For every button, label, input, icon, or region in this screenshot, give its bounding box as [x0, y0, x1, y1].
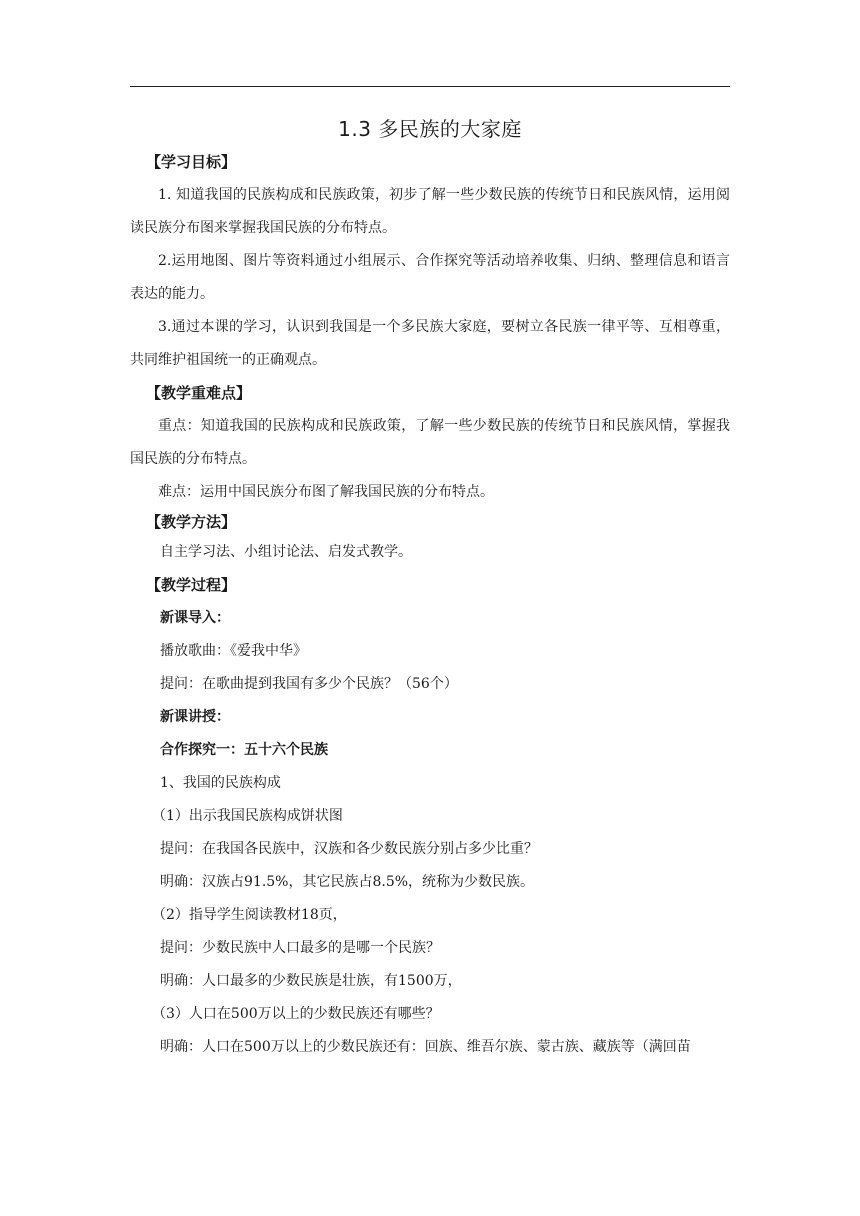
- difficulty: 难点：运用中国民族分布图了解我国民族的分布特点。: [158, 484, 494, 500]
- process-heading: 【教学过程】: [146, 576, 237, 594]
- question-2: 提问：少数民族中人口最多的是哪一个民族？: [160, 940, 440, 956]
- header-rule: [130, 86, 730, 87]
- key-point: 重点：知道我国的民族构成和民族政策，了解一些少数民族的传统节日和民族风情，掌握我国民族的分布特点。: [130, 418, 730, 467]
- keypoints-heading: 【教学重难点】: [146, 384, 252, 402]
- document-body: [130, 112, 730, 1064]
- intro-question: 提问：在歌曲提到我国有多少个民族？（56个）: [160, 676, 458, 692]
- page-title: 1.3 多民族的大家庭: [338, 117, 522, 141]
- methods-text: 自主学习法、小组讨论法、启发式教学。: [160, 544, 412, 560]
- answer-3: 明确：人口在500万以上的少数民族还有：回族、维吾尔族、蒙古族、藏族等（满回苗: [160, 1039, 691, 1055]
- inquiry-1: 合作探究一：五十六个民族: [160, 742, 328, 758]
- question-1: 提问：在我国各民族中，汉族和各少数民族分别占多少比重？: [160, 841, 538, 857]
- intro-song: 播放歌曲：《爱我中华》: [160, 643, 307, 659]
- goal-3: 3.通过本课的学习，认识到我国是一个多民族大家庭，要树立各民族一律平等、互相尊重，共同维护祖国统一的正确观点。: [130, 319, 730, 368]
- answer-2: 明确：人口最多的少数民族是壮族，有1500万，: [160, 973, 462, 989]
- step-3: （3）人口在500万以上的少数民族还有哪些？: [152, 1006, 440, 1022]
- intro-label: 新课导入：: [160, 610, 230, 626]
- step-2: （2）指导学生阅读教材18页，: [152, 907, 347, 923]
- goal-2: 2.运用地图、图片等资料通过小组展示、合作探究等活动培养收集、归纳、整理信息和语言表达的能力。: [130, 253, 730, 302]
- goals-heading: 【学习目标】: [146, 153, 237, 171]
- step-1: （1）出示我国民族构成饼状图: [152, 808, 343, 824]
- answer-1: 明确：汉族占91.5%，其它民族占8.5%，统称为少数民族。: [160, 874, 535, 890]
- methods-heading: 【教学方法】: [146, 513, 237, 531]
- goal-1: 1. 知道我国的民族构成和民族政策，初步了解一些少数民族的传统节日和民族风情，运用阅读民族分布图来掌握我国民族的分布特点。: [130, 187, 730, 236]
- lecture-label: 新课讲授：: [160, 709, 230, 725]
- item-1: 1、我国的民族构成: [160, 775, 281, 791]
